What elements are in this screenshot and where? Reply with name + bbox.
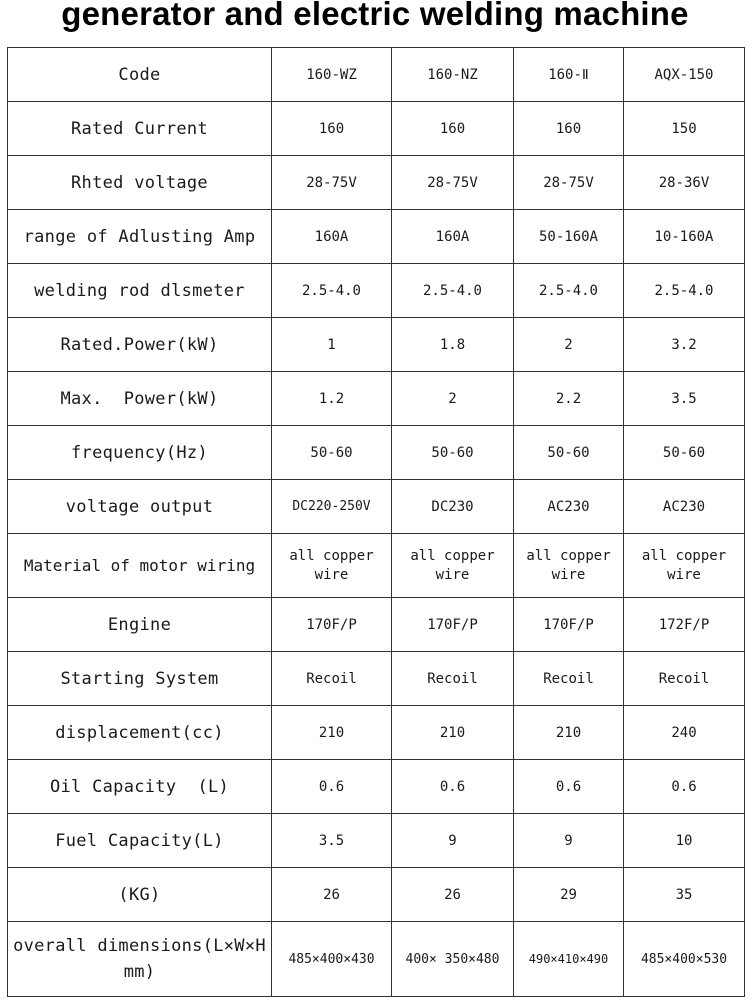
row-label-cell: Rhted voltage: [8, 156, 272, 210]
value-cell: 3.5: [624, 372, 745, 426]
model-code-cell: AQX-150: [624, 48, 745, 102]
value-cell: 485×400×430: [272, 922, 392, 997]
value-cell: 1.8: [392, 318, 514, 372]
row-label-cell: frequency(Hz): [8, 426, 272, 480]
table-row: [8, 706, 745, 760]
row-label-cell: Engine: [8, 598, 272, 652]
table-row: [8, 598, 745, 652]
value-cell: 29: [514, 868, 624, 922]
value-cell: Recoil: [514, 652, 624, 706]
value-cell: Recoil: [392, 652, 514, 706]
page-title: generator and electric welding machine: [61, 0, 689, 32]
value-cell: 50-60: [514, 426, 624, 480]
value-cell: all copper wire: [514, 534, 624, 598]
value-cell: AC230: [624, 480, 745, 534]
row-label-cell: Fuel Capacity(L): [8, 814, 272, 868]
value-cell: 160: [272, 102, 392, 156]
value-cell: 50-160A: [514, 210, 624, 264]
value-cell: 160: [514, 102, 624, 156]
table-row: [8, 426, 745, 480]
row-label-cell: range of Adlusting Amp: [8, 210, 272, 264]
value-cell: 160: [392, 102, 514, 156]
table-row: [8, 210, 745, 264]
value-cell: 170F/P: [392, 598, 514, 652]
value-cell: 2.5-4.0: [514, 264, 624, 318]
row-label-cell: displacement(cc): [8, 706, 272, 760]
value-cell: 28-75V: [514, 156, 624, 210]
value-cell: 2.5-4.0: [392, 264, 514, 318]
value-cell: 0.6: [392, 760, 514, 814]
table-row: [8, 264, 745, 318]
table-row: [8, 652, 745, 706]
table-row: [8, 922, 745, 997]
table-row: [8, 156, 745, 210]
table-row: [8, 814, 745, 868]
value-cell: 490×410×490: [514, 922, 624, 997]
row-label-cell: (KG): [8, 868, 272, 922]
value-cell: 210: [514, 706, 624, 760]
value-cell: 9: [392, 814, 514, 868]
value-cell: 210: [272, 706, 392, 760]
value-cell: all copper wire: [392, 534, 514, 598]
value-cell: 170F/P: [514, 598, 624, 652]
value-cell: 28-75V: [392, 156, 514, 210]
row-label-cell: Max. Power(kW): [8, 372, 272, 426]
row-label-cell: overall dimensions(L×W×H mm): [8, 922, 272, 997]
table-row: [8, 480, 745, 534]
row-label-cell: Oil Capacity (L): [8, 760, 272, 814]
value-cell: 10-160A: [624, 210, 745, 264]
value-cell: all copper wire: [624, 534, 745, 598]
value-cell: 28-75V: [272, 156, 392, 210]
value-cell: 50-60: [624, 426, 745, 480]
value-cell: 9: [514, 814, 624, 868]
value-cell: 35: [624, 868, 745, 922]
value-cell: DC230: [392, 480, 514, 534]
row-label-cell: Material of motor wiring: [8, 534, 272, 598]
value-cell: 26: [392, 868, 514, 922]
value-cell: 2.5-4.0: [624, 264, 745, 318]
row-label-cell: Rated Current: [8, 102, 272, 156]
value-cell: 2.2: [514, 372, 624, 426]
value-cell: 2: [392, 372, 514, 426]
model-code-cell: 160-NZ: [392, 48, 514, 102]
value-cell: 50-60: [272, 426, 392, 480]
header-label-cell: Code: [8, 48, 272, 102]
value-cell: Recoil: [624, 652, 745, 706]
table-header-row: [8, 48, 745, 102]
value-cell: 170F/P: [272, 598, 392, 652]
value-cell: 485×400×530: [624, 922, 745, 997]
value-cell: 210: [392, 706, 514, 760]
value-cell: 2: [514, 318, 624, 372]
table-row: [8, 534, 745, 598]
value-cell: 1: [272, 318, 392, 372]
model-code-cell: 160-WZ: [272, 48, 392, 102]
row-label-cell: Starting System: [8, 652, 272, 706]
value-cell: 50-60: [392, 426, 514, 480]
value-cell: 400× 350×480: [392, 922, 514, 997]
value-cell: 240: [624, 706, 745, 760]
table-row: [8, 102, 745, 156]
spec-table: [7, 47, 745, 997]
row-label-cell: Rated.Power(kW): [8, 318, 272, 372]
value-cell: 28-36V: [624, 156, 745, 210]
table-row: [8, 868, 745, 922]
value-cell: Recoil: [272, 652, 392, 706]
model-code-cell: 160-Ⅱ: [514, 48, 624, 102]
value-cell: 160A: [392, 210, 514, 264]
row-label-cell: welding rod dlsmeter: [8, 264, 272, 318]
value-cell: 3.5: [272, 814, 392, 868]
value-cell: AC230: [514, 480, 624, 534]
value-cell: 1.2: [272, 372, 392, 426]
value-cell: DC220-250V: [272, 480, 392, 534]
table-row: [8, 318, 745, 372]
table-row: [8, 760, 745, 814]
value-cell: 26: [272, 868, 392, 922]
value-cell: 3.2: [624, 318, 745, 372]
value-cell: 160A: [272, 210, 392, 264]
value-cell: 0.6: [514, 760, 624, 814]
value-cell: 2.5-4.0: [272, 264, 392, 318]
table-row: [8, 372, 745, 426]
value-cell: 10: [624, 814, 745, 868]
value-cell: 0.6: [624, 760, 745, 814]
value-cell: 172F/P: [624, 598, 745, 652]
value-cell: 150: [624, 102, 745, 156]
row-label-cell: voltage output: [8, 480, 272, 534]
value-cell: 0.6: [272, 760, 392, 814]
value-cell: all copper wire: [272, 534, 392, 598]
